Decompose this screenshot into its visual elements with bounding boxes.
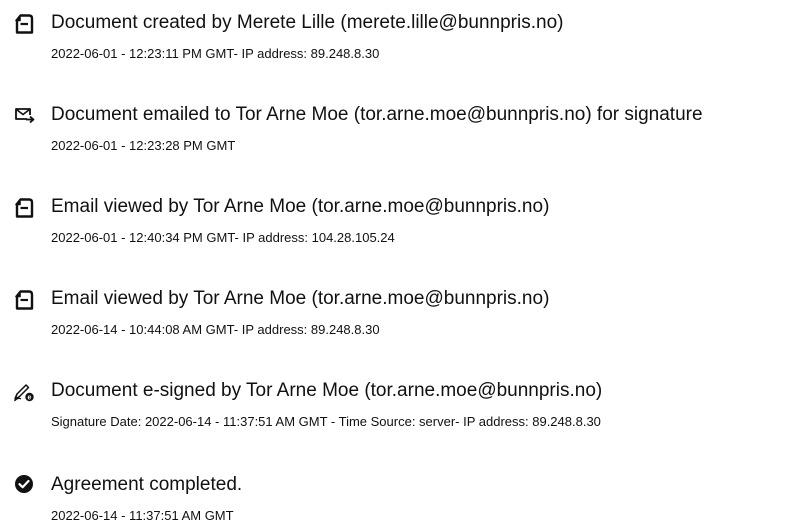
event-title: Document emailed to Tor Arne Moe (tor.arne.moe@bunnpris.no) for signature bbox=[51, 104, 703, 125]
event-detail: 2022-06-01 - 12:23:11 PM GMT- IP address: 89.248.8.30 bbox=[51, 46, 380, 61]
event-detail: 2022-06-01 - 12:40:34 PM GMT- IP address: 104.28.105.24 bbox=[51, 230, 395, 245]
document-icon bbox=[12, 288, 36, 312]
event-detail: 2022-06-14 - 10:44:08 AM GMT- IP address: 89.248.8.30 bbox=[51, 322, 380, 337]
event-title: Email viewed by Tor Arne Moe (tor.arne.moe@bunnpris.no) bbox=[51, 196, 550, 217]
check-circle-icon bbox=[12, 472, 36, 496]
event-title: Document created by Merete Lille (merete.lille@bunnpris.no) bbox=[51, 12, 564, 33]
event-title: Document e-signed by Tor Arne Moe (tor.arne.moe@bunnpris.no) bbox=[51, 380, 603, 401]
document-icon bbox=[12, 12, 36, 36]
svg-text:e: e bbox=[27, 394, 32, 402]
event-title: Email viewed by Tor Arne Moe (tor.arne.moe@bunnpris.no) bbox=[51, 288, 550, 309]
document-icon bbox=[12, 196, 36, 220]
event-detail: 2022-06-14 - 11:37:51 AM GMT bbox=[51, 508, 234, 523]
event-detail: Signature Date: 2022-06-14 - 11:37:51 AM GMT - Time Source: server- IP address: 89.248.8.30 bbox=[51, 414, 601, 429]
event-detail: 2022-06-01 - 12:23:28 PM GMT bbox=[51, 138, 236, 153]
event-title: Agreement completed. bbox=[51, 474, 243, 495]
email-send-icon bbox=[12, 104, 36, 128]
e-sign-pen-icon bbox=[12, 380, 36, 404]
